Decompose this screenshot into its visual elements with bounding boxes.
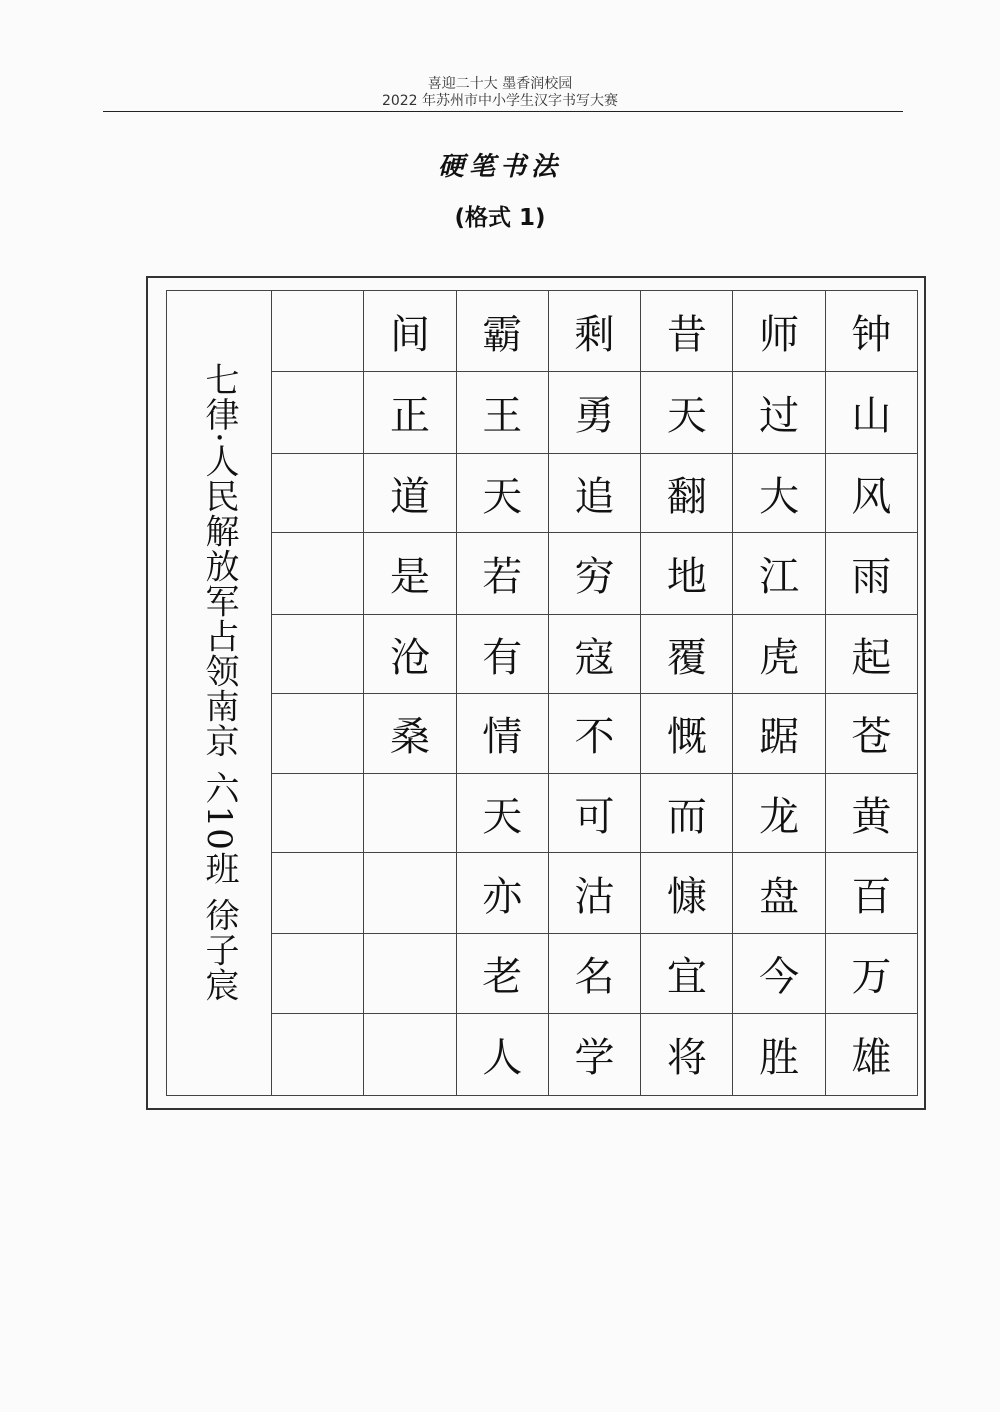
signature-cell <box>167 291 272 1096</box>
character-cell: 间 <box>364 291 456 372</box>
character-cell: 有 <box>456 615 548 694</box>
character-cell: 情 <box>456 694 548 774</box>
contest-name: 2022 年苏州市中小学生汉字书写大赛 <box>381 93 619 109</box>
character-cell: 起 <box>825 615 917 694</box>
character-cell <box>272 454 364 533</box>
poem-title-and-author: 七律·人民解放军占领南京 六10班 徐子宸 <box>199 361 239 1003</box>
character-cell: 王 <box>456 372 548 454</box>
character-cell <box>272 853 364 934</box>
character-cell: 慨 <box>641 694 733 774</box>
character-cell: 名 <box>548 934 640 1014</box>
header-divider <box>103 111 903 112</box>
character-cell: 天 <box>456 454 548 533</box>
grid-row <box>167 615 918 694</box>
character-cell: 勇 <box>548 372 640 454</box>
character-cell: 昔 <box>641 291 733 372</box>
character-cell: 将 <box>641 1014 733 1096</box>
character-cell: 若 <box>456 533 548 615</box>
character-cell <box>272 934 364 1014</box>
character-cell: 盘 <box>733 853 825 934</box>
grid-row <box>167 694 918 774</box>
grid-row <box>167 454 918 533</box>
grid-row <box>167 1014 918 1096</box>
grid-row <box>167 291 918 372</box>
character-cell: 学 <box>548 1014 640 1096</box>
character-cell: 大 <box>733 454 825 533</box>
character-cell: 人 <box>456 1014 548 1096</box>
character-cell: 虎 <box>733 615 825 694</box>
character-cell: 穷 <box>548 533 640 615</box>
character-cell <box>364 853 456 934</box>
grid-row <box>167 372 918 454</box>
character-cell: 万 <box>825 934 917 1014</box>
character-cell: 沽 <box>548 853 640 934</box>
character-cell: 黄 <box>825 774 917 853</box>
character-cell <box>364 934 456 1014</box>
character-cell: 道 <box>364 454 456 533</box>
character-cell: 慷 <box>641 853 733 934</box>
character-cell: 江 <box>733 533 825 615</box>
character-cell <box>272 694 364 774</box>
character-cell <box>272 1014 364 1096</box>
character-cell: 追 <box>548 454 640 533</box>
character-cell: 正 <box>364 372 456 454</box>
character-cell <box>272 372 364 454</box>
character-cell: 龙 <box>733 774 825 853</box>
character-cell: 天 <box>641 372 733 454</box>
character-cell: 老 <box>456 934 548 1014</box>
character-cell: 亦 <box>456 853 548 934</box>
character-cell <box>272 291 364 372</box>
character-cell: 雄 <box>825 1014 917 1096</box>
character-cell: 是 <box>364 533 456 615</box>
character-cell: 可 <box>548 774 640 853</box>
contest-slogan: 喜迎二十大 墨香润校园 <box>427 76 573 92</box>
character-cell: 覆 <box>641 615 733 694</box>
grid-row <box>167 774 918 853</box>
character-cell: 不 <box>548 694 640 774</box>
character-cell: 而 <box>641 774 733 853</box>
character-cell: 剩 <box>548 291 640 372</box>
character-cell: 地 <box>641 533 733 615</box>
grid-row <box>167 533 918 615</box>
character-cell: 苍 <box>825 694 917 774</box>
character-cell: 宜 <box>641 934 733 1014</box>
grid-row <box>167 853 918 934</box>
character-cell <box>272 615 364 694</box>
character-cell: 过 <box>733 372 825 454</box>
character-cell: 寇 <box>548 615 640 694</box>
character-cell <box>272 774 364 853</box>
format-subtitle: (格式 1) <box>454 205 546 231</box>
grid-row <box>167 934 918 1014</box>
character-cell: 翻 <box>641 454 733 533</box>
character-cell: 风 <box>825 454 917 533</box>
character-cell <box>364 774 456 853</box>
character-cell: 百 <box>825 853 917 934</box>
character-cell: 山 <box>825 372 917 454</box>
character-cell: 踞 <box>733 694 825 774</box>
character-cell: 师 <box>733 291 825 372</box>
character-cell: 胜 <box>733 1014 825 1096</box>
character-cell: 今 <box>733 934 825 1014</box>
character-cell: 霸 <box>456 291 548 372</box>
character-cell <box>364 1014 456 1096</box>
character-cell: 钟 <box>825 291 917 372</box>
page-title: 硬笔书法 <box>437 152 562 182</box>
character-cell <box>272 533 364 615</box>
character-cell: 天 <box>456 774 548 853</box>
character-cell: 沧 <box>364 615 456 694</box>
character-cell: 雨 <box>825 533 917 615</box>
writing-grid <box>166 290 918 1096</box>
character-cell: 桑 <box>364 694 456 774</box>
